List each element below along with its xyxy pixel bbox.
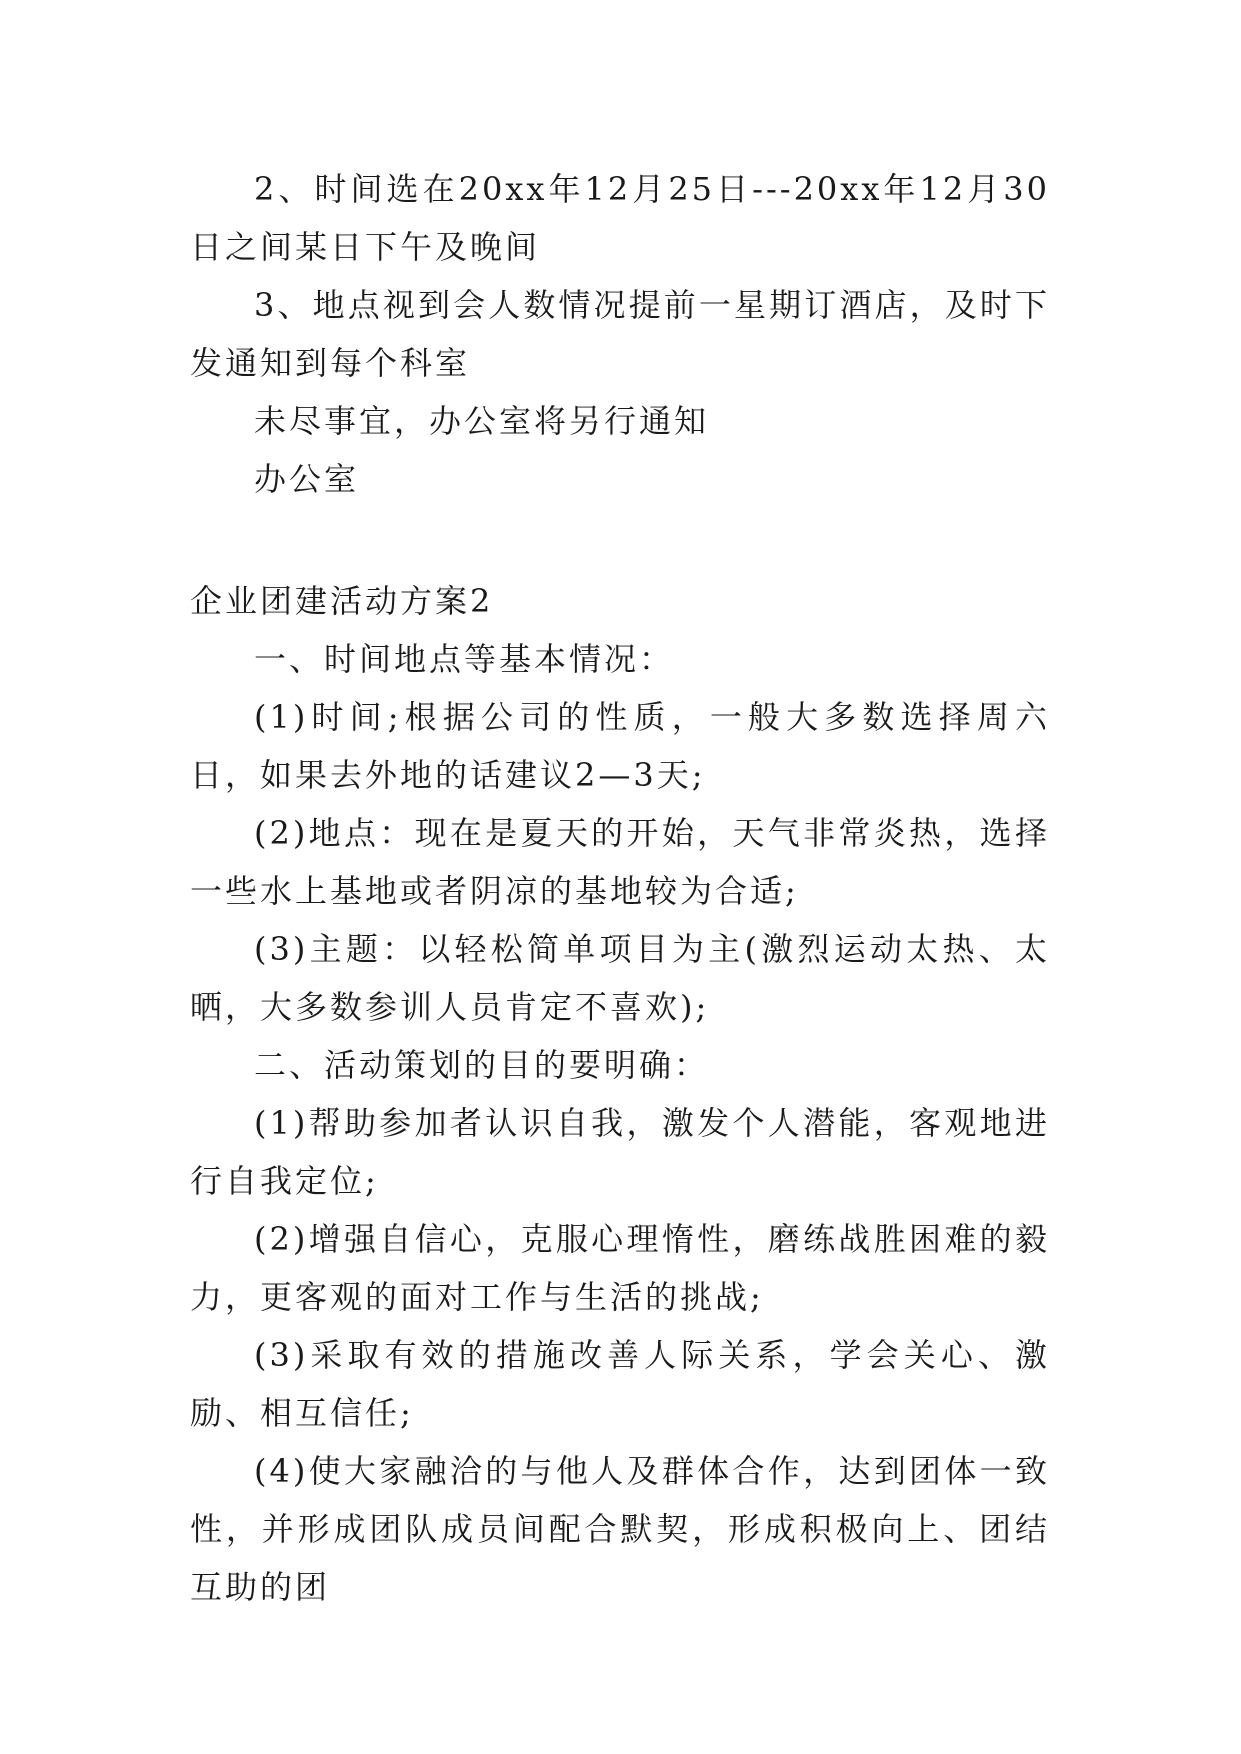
- paragraph-item: (3)采取有效的措施改善人际关系，学会关心、激励、相互信任;: [190, 1336, 1050, 1432]
- paragraph-location: 3、地点视到会人数情况提前一星期订酒店，及时下发通知到每个科室: [190, 286, 1050, 382]
- paragraph-time: 2、时间选在20xx年12月25日---20xx年12月30日之间某日下午及晚间: [190, 170, 1050, 266]
- paragraph-item: (1)时间;根据公司的性质，一般大多数选择周六日，如果去外地的话建议2—3天;: [190, 698, 1050, 794]
- paragraph-item: (2)地点：现在是夏天的开始，天气非常炎热，选择一些水上基地或者阴凉的基地较为合适;: [190, 814, 1050, 910]
- spacer: [190, 508, 1050, 572]
- paragraph-notice: 未尽事宜，办公室将另行通知: [254, 402, 710, 440]
- section-title: 企业团建活动方案2: [190, 582, 494, 620]
- paragraph-heading-1: 一、时间地点等基本情况：: [254, 640, 675, 678]
- paragraph-item: (4)使大家融洽的与他人及群体合作，达到团体一致性，并形成团队成员间配合默契，形成积极向上、团结互助的团: [190, 1452, 1050, 1606]
- paragraph-signature: 办公室: [254, 460, 360, 498]
- document-page: [190, 160, 1050, 1616]
- paragraph-item: (1)帮助参加者认识自我，激发个人潜能，客观地进行自我定位;: [190, 1104, 1050, 1200]
- paragraph-item: (3)主题：以轻松简单项目为主(激烈运动太热、太晒，大多数参训人员肯定不喜欢);: [190, 930, 1050, 1026]
- paragraph-heading-2: 二、活动策划的目的要明确：: [254, 1046, 710, 1084]
- paragraph-item: (2)增强自信心，克服心理惰性，磨练战胜困难的毅力，更客观的面对工作与生活的挑战;: [190, 1220, 1050, 1316]
